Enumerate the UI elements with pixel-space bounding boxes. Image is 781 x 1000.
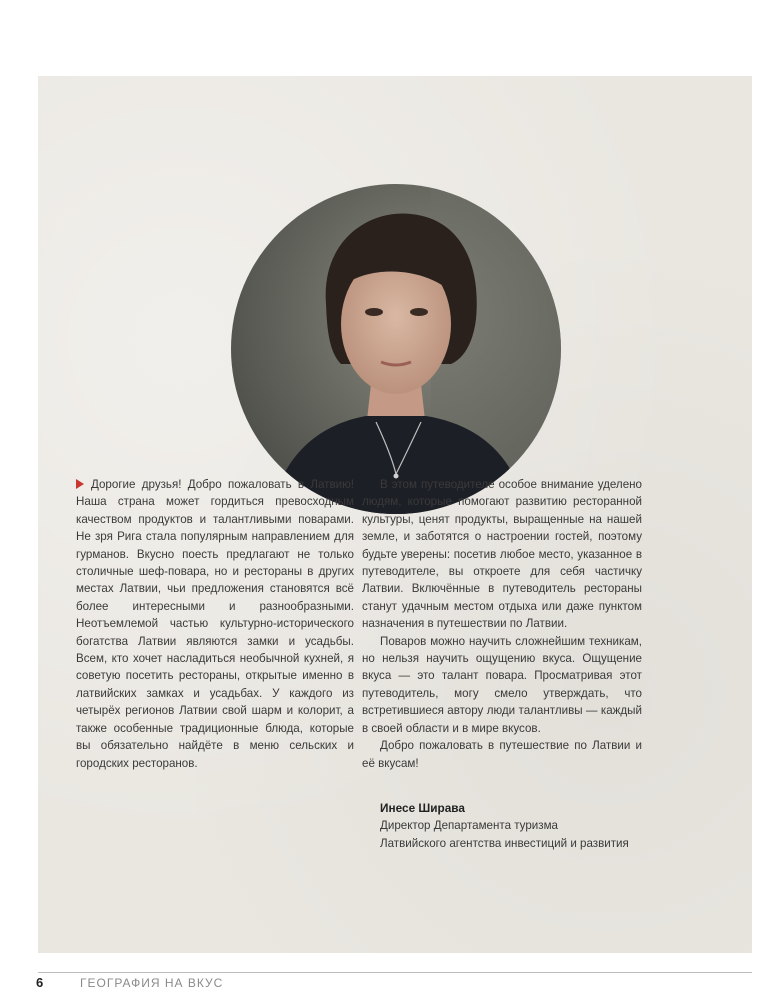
intro-text: Дорогие друзья! Добро пожаловать в Латвию! Наша страна может гордиться превосходным качеством продуктов и талантливыми поварами. Не зря Рига стала популярным направлением для гурманов. Вкусно поесть предлагают не только столичные шеф-повара, но и рестораны в других местах Латвии, чьи предложения становятся всё более интересными и разнообразными. Неотъемлемой частью культурно-исторического богатства Латвии являются замки и усадьбы. Всем, кто хочет насладиться необычной кухней, я советую посетить рестораны, открытые именно в латвийских замках и усадьбах. У каждого из четырёх регионов Латвии свой шарм и колорит, а также особенные традиционные блюда, которые вы обязательно найдёте в меню сельских и городских ресторанов. [76,478,354,770]
page-number: 6 [36,975,44,990]
portrait-photo [231,184,561,514]
left-column [76,476,354,772]
body-paragraph-1: В этом путеводителе особое внимание уделено людям, которые помогают развитию ресторанной культуры, ценят продукты, выращенные на нашей земле, и заботятся о настроении гостей, поэтому будьте уверены: посетив любое место, указанное в путеводителе, вы откроете для себя частичку Латвии. Включённые в путеводитель рестораны станут удачным местом отдыха или даже пунктом назначения в путешествии по Латвии. [362,478,642,631]
running-title: ГЕОГРАФИЯ НА ВКУС [80,976,224,990]
intro-paragraph [76,476,354,772]
triangle-marker-icon [76,479,84,489]
signature-name: Инесе Ширава [380,800,465,815]
body-paragraph-2: Поваров можно научить сложнейшим техникам, но нельзя научить ощущению вкуса. Ощущение вкуса — это талант повара. Просматривая этот путеводитель, могу смело утверждать, что встретившиеся автору люди талантливы — каждый в своей области и в мире вкусов. [362,634,642,735]
footer-rule [38,972,752,973]
signature-role-line-2: Латвийского агентства инвестиций и развития [380,836,629,850]
portrait-illustration [231,184,561,514]
right-column [362,476,642,852]
body-paragraph-3: Добро пожаловать в путешествие по Латвии и её вкусам! [362,739,642,770]
signature-block [362,800,642,852]
signature-role-line-1: Директор Департамента туризма [380,819,559,833]
